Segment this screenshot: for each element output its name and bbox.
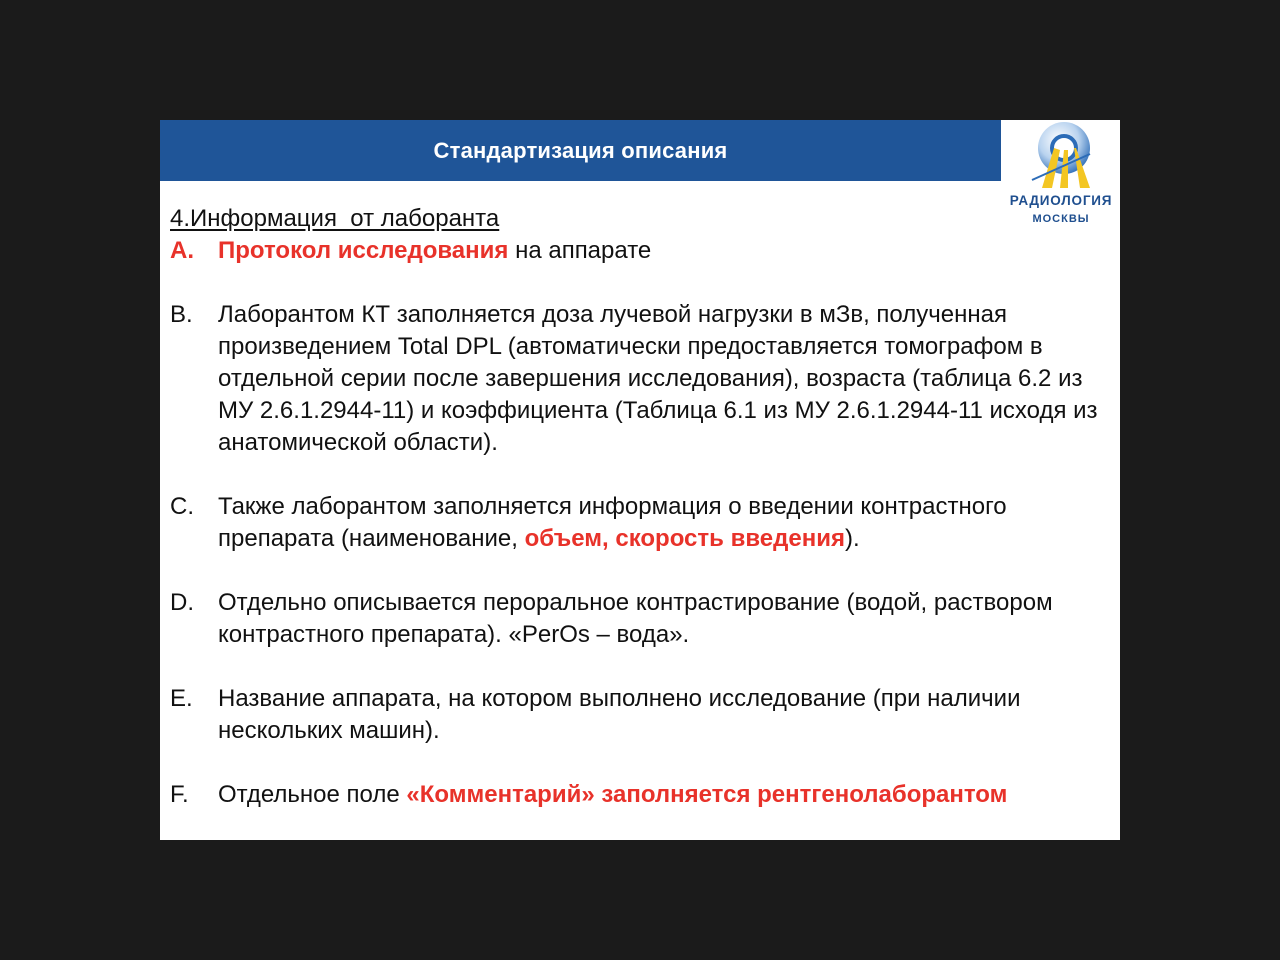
item-letter: B.: [170, 301, 193, 328]
list-item-b: [170, 299, 1110, 459]
list-item-d: [170, 587, 1110, 651]
item-highlight: Протокол исследования: [218, 237, 509, 264]
item-text: на аппарате: [508, 237, 652, 264]
item-letter: D.: [170, 589, 194, 616]
item-text: Также лаборантом заполняется информация о введении контрастного препарата (наименование,: [218, 493, 1007, 552]
list-item-a: [170, 235, 1110, 267]
item-letter: C.: [170, 493, 194, 520]
logo-main-text: РАДИОЛОГИЯ: [1009, 193, 1113, 208]
item-letter: E.: [170, 685, 193, 712]
item-text: Название аппарата, на котором выполнено исследование (при наличии нескольких машин).: [218, 685, 1021, 744]
logo-sub-text: МОСКВЫ: [1032, 213, 1090, 225]
section-heading: 4.Информация от лаборанта: [170, 205, 500, 232]
list-item-c: [170, 491, 1110, 555]
list-item-e: [170, 683, 1110, 747]
item-highlight: «Комментарий» заполняется рентгенолаборантом: [406, 781, 1008, 808]
item-text: Лаборантом КТ заполняется доза лучевой нагрузки в мЗв, полученная произведением Total DPL (автоматически предоставляется томографом в отдельной серии после завершения исследования), возраста (таблица 6.2 из МУ 2.6.1.2944-11) и коэффициента (Таблица 6.1 из МУ 2.6.1.2944-11 исходя из анатомической области).: [218, 301, 1098, 456]
radiology-moscow-logo: [1002, 120, 1120, 230]
list-item-f: [170, 779, 1110, 811]
item-letter: F.: [170, 781, 189, 808]
item-text-end: ).: [844, 525, 860, 552]
slide-title: Стандартизация описания: [433, 137, 728, 163]
item-letter: A.: [170, 237, 194, 264]
slide-title-bar: [160, 120, 1001, 181]
logo-emblem-icon: [1002, 120, 1120, 192]
presentation-slide: [160, 120, 1120, 840]
item-text: Отдельное поле: [218, 781, 407, 808]
item-text: Отдельно описывается пероральное контрастирование (водой, раствором контрастного препарата). «PerOs – вода».: [218, 589, 1053, 648]
item-highlight: объем, скорость введения: [524, 525, 845, 552]
